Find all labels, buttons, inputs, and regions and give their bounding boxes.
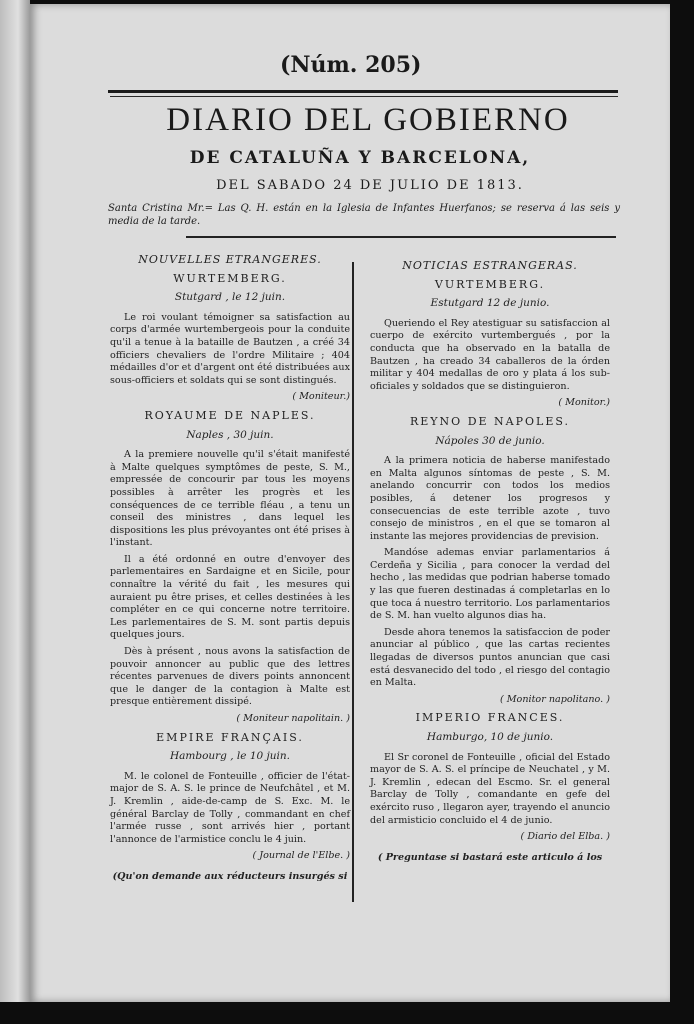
article-source: ( Journal de l'Elbe. ) xyxy=(252,850,350,862)
article-paragraph: Desde ahora tenemos la satisfaccion de poder anunciar al público , que las cartas recientes llegadas de diversos puntos anuncian que casi está desvanecido del todo , el riesgo del contagio en Malta. xyxy=(370,626,610,689)
header-divider xyxy=(186,236,616,238)
newspaper-page xyxy=(30,4,670,1002)
dateline: Stutgard , le 12 juin. xyxy=(174,291,286,304)
dateline: Nápoles 30 de junio. xyxy=(435,434,545,447)
french-column xyxy=(110,254,350,884)
article-source: ( Monitor napolitano. ) xyxy=(499,693,610,705)
article-source: ( Moniteur napolitain. ) xyxy=(236,713,350,724)
continued-line: ( Preguntase si bastará este articulo á los xyxy=(377,851,603,863)
dateline: Estutgard 12 de junio. xyxy=(430,297,550,310)
article-paragraph: Le roi voulant témoigner sa satisfaction au corps d'armée wurtembergeois pour la conduite qu'il a tenue à la bataille de Bautzen , a créé 34 officiers chevaliers de l'ordre Militaire ; 404 médailles d'or et d'argent ont été distribuées aux sous-officiers et soldats qui se sont distingués. xyxy=(110,311,350,386)
spanish-column xyxy=(370,260,610,864)
continued-line: (Qu'on demande aux réducteurs insurgés si xyxy=(112,870,348,882)
section-heading: NOTICIAS ESTRANGERAS. xyxy=(402,259,578,272)
article-source: ( Diario del Elba. ) xyxy=(520,831,610,843)
religious-notice: Santa Cristina Mr.= Las Q. H. están en la Iglesia de Infantes Huerfanos; se reserva á las seis y media de la tarde. xyxy=(108,203,620,227)
article-heading: WURTEMBERG. xyxy=(173,271,287,285)
article-heading: ROYAUME DE NAPLES. xyxy=(144,408,316,422)
article-source: ( Monitor.) xyxy=(558,397,610,409)
newspaper-subtitle: DE CATALUÑA Y BARCELONA, xyxy=(189,148,531,168)
article-paragraph: El Sr coronel de Fonteuille , oficial del Estado mayor de S. A. S. el príncipe de Neuchatel , y M. J. Kremlin , edecan del Escmo. Sr. el general Barclay de Tolly , comandante en gefe del exército ruso , llegaron ayer, trayendo el anuncio del armisticio concluido el 4 de junio. xyxy=(370,751,610,826)
issue-date: DEL SABADO 24 DE JULIO DE 1813. xyxy=(216,178,524,193)
dateline: Hamburgo, 10 de junio. xyxy=(426,731,554,743)
article-paragraph: Dès à présent , nous avons la satisfaction de pouvoir annoncer au public que des lettres récentes parvenues de divers points annoncent que le danger de la contagion à Malte est presque entièrement dissipé. xyxy=(110,646,350,708)
issue-number: (Núm. 205) xyxy=(280,52,422,78)
article-paragraph: A la premiere nouvelle qu'il s'était manifesté à Malte quelques symptômes de peste, S. M., empressée de concourir par tous les moyens possibles à arrêter les progrès et les conséquences de ce terrible fléau , a tenu un conseil des ministres , dans lequel les dispositions les plus prévoyantes ont été prises à l'instant. xyxy=(110,449,350,549)
column-divider xyxy=(352,262,354,902)
article-paragraph: M. le colonel de Fonteuille , officier de l'état-major de S. A. S. le prince de Neufchâtel , et M. J. Kremlin , aide-de-camp de S. Exc. M. le général Barclay de Tolly , commandant en chef l'armée russe , sont arrivés hier , portant l'annonce de l'armistice conclu le 4 juin. xyxy=(110,770,350,845)
article-paragraph: Queriendo el Rey atestiguar su satisfaccion al cuerpo de exército vurtembergués , por la conducta que ha observado en la batalla de Bautzen , ha creado 34 caballeros de la órden militar y 404 medallas de oro y plata á los sub-oficiales y soldados que se distinguieron. xyxy=(370,317,610,392)
book-spine xyxy=(0,0,30,1002)
dateline: Naples , 30 juin. xyxy=(186,428,274,441)
article-paragraph: A la primera noticia de haberse manifestado en Malta algunos síntomas de peste , S. M. anelando concurrir con todos los medios posibles, á detener los progresos y consecuencias de este terrible azote , tuvo consejo de ministros , en el que se tomaron al instante las mejores providencias de prevision. xyxy=(370,455,610,542)
article-paragraph: Mandóse ademas enviar parlamentarios á Cerdeña y Sicilia , para conocer la verdad del hecho , las medidas que podrian haberse tomado y las que fueren destinadas á completarlas en lo que toca á nuestro territorio. Los parlamentarios de S. M. han vuelto algunos dias ha. xyxy=(370,547,610,622)
section-heading: NOUVELLES ETRANGERES. xyxy=(138,253,322,266)
newspaper-title: DIARIO DEL GOBIERNO xyxy=(166,102,570,138)
article-heading: EMPIRE FRANÇAIS. xyxy=(156,730,304,744)
masthead-rule xyxy=(108,90,618,93)
article-source: ( Moniteur.) xyxy=(292,391,350,403)
article-heading: VURTEMBERG. xyxy=(434,277,546,291)
article-paragraph: Il a été ordonné en outre d'envoyer des parlementaires en Sardaigne et en Sicile, pour connaître la vérité du fait , les mesures qui auraient pu être prises, et celles destinées à les compléter en ce qui concerne notre territoire. Les parlementaires de S. M. sont partis depuis quelques jours. xyxy=(110,553,350,641)
article-heading: IMPERIO FRANCES. xyxy=(415,711,565,725)
masthead-rule-thin xyxy=(110,96,618,97)
dateline: Hambourg , le 10 juin. xyxy=(169,750,291,763)
article-heading: REYNO DE NAPOLES. xyxy=(409,414,571,428)
